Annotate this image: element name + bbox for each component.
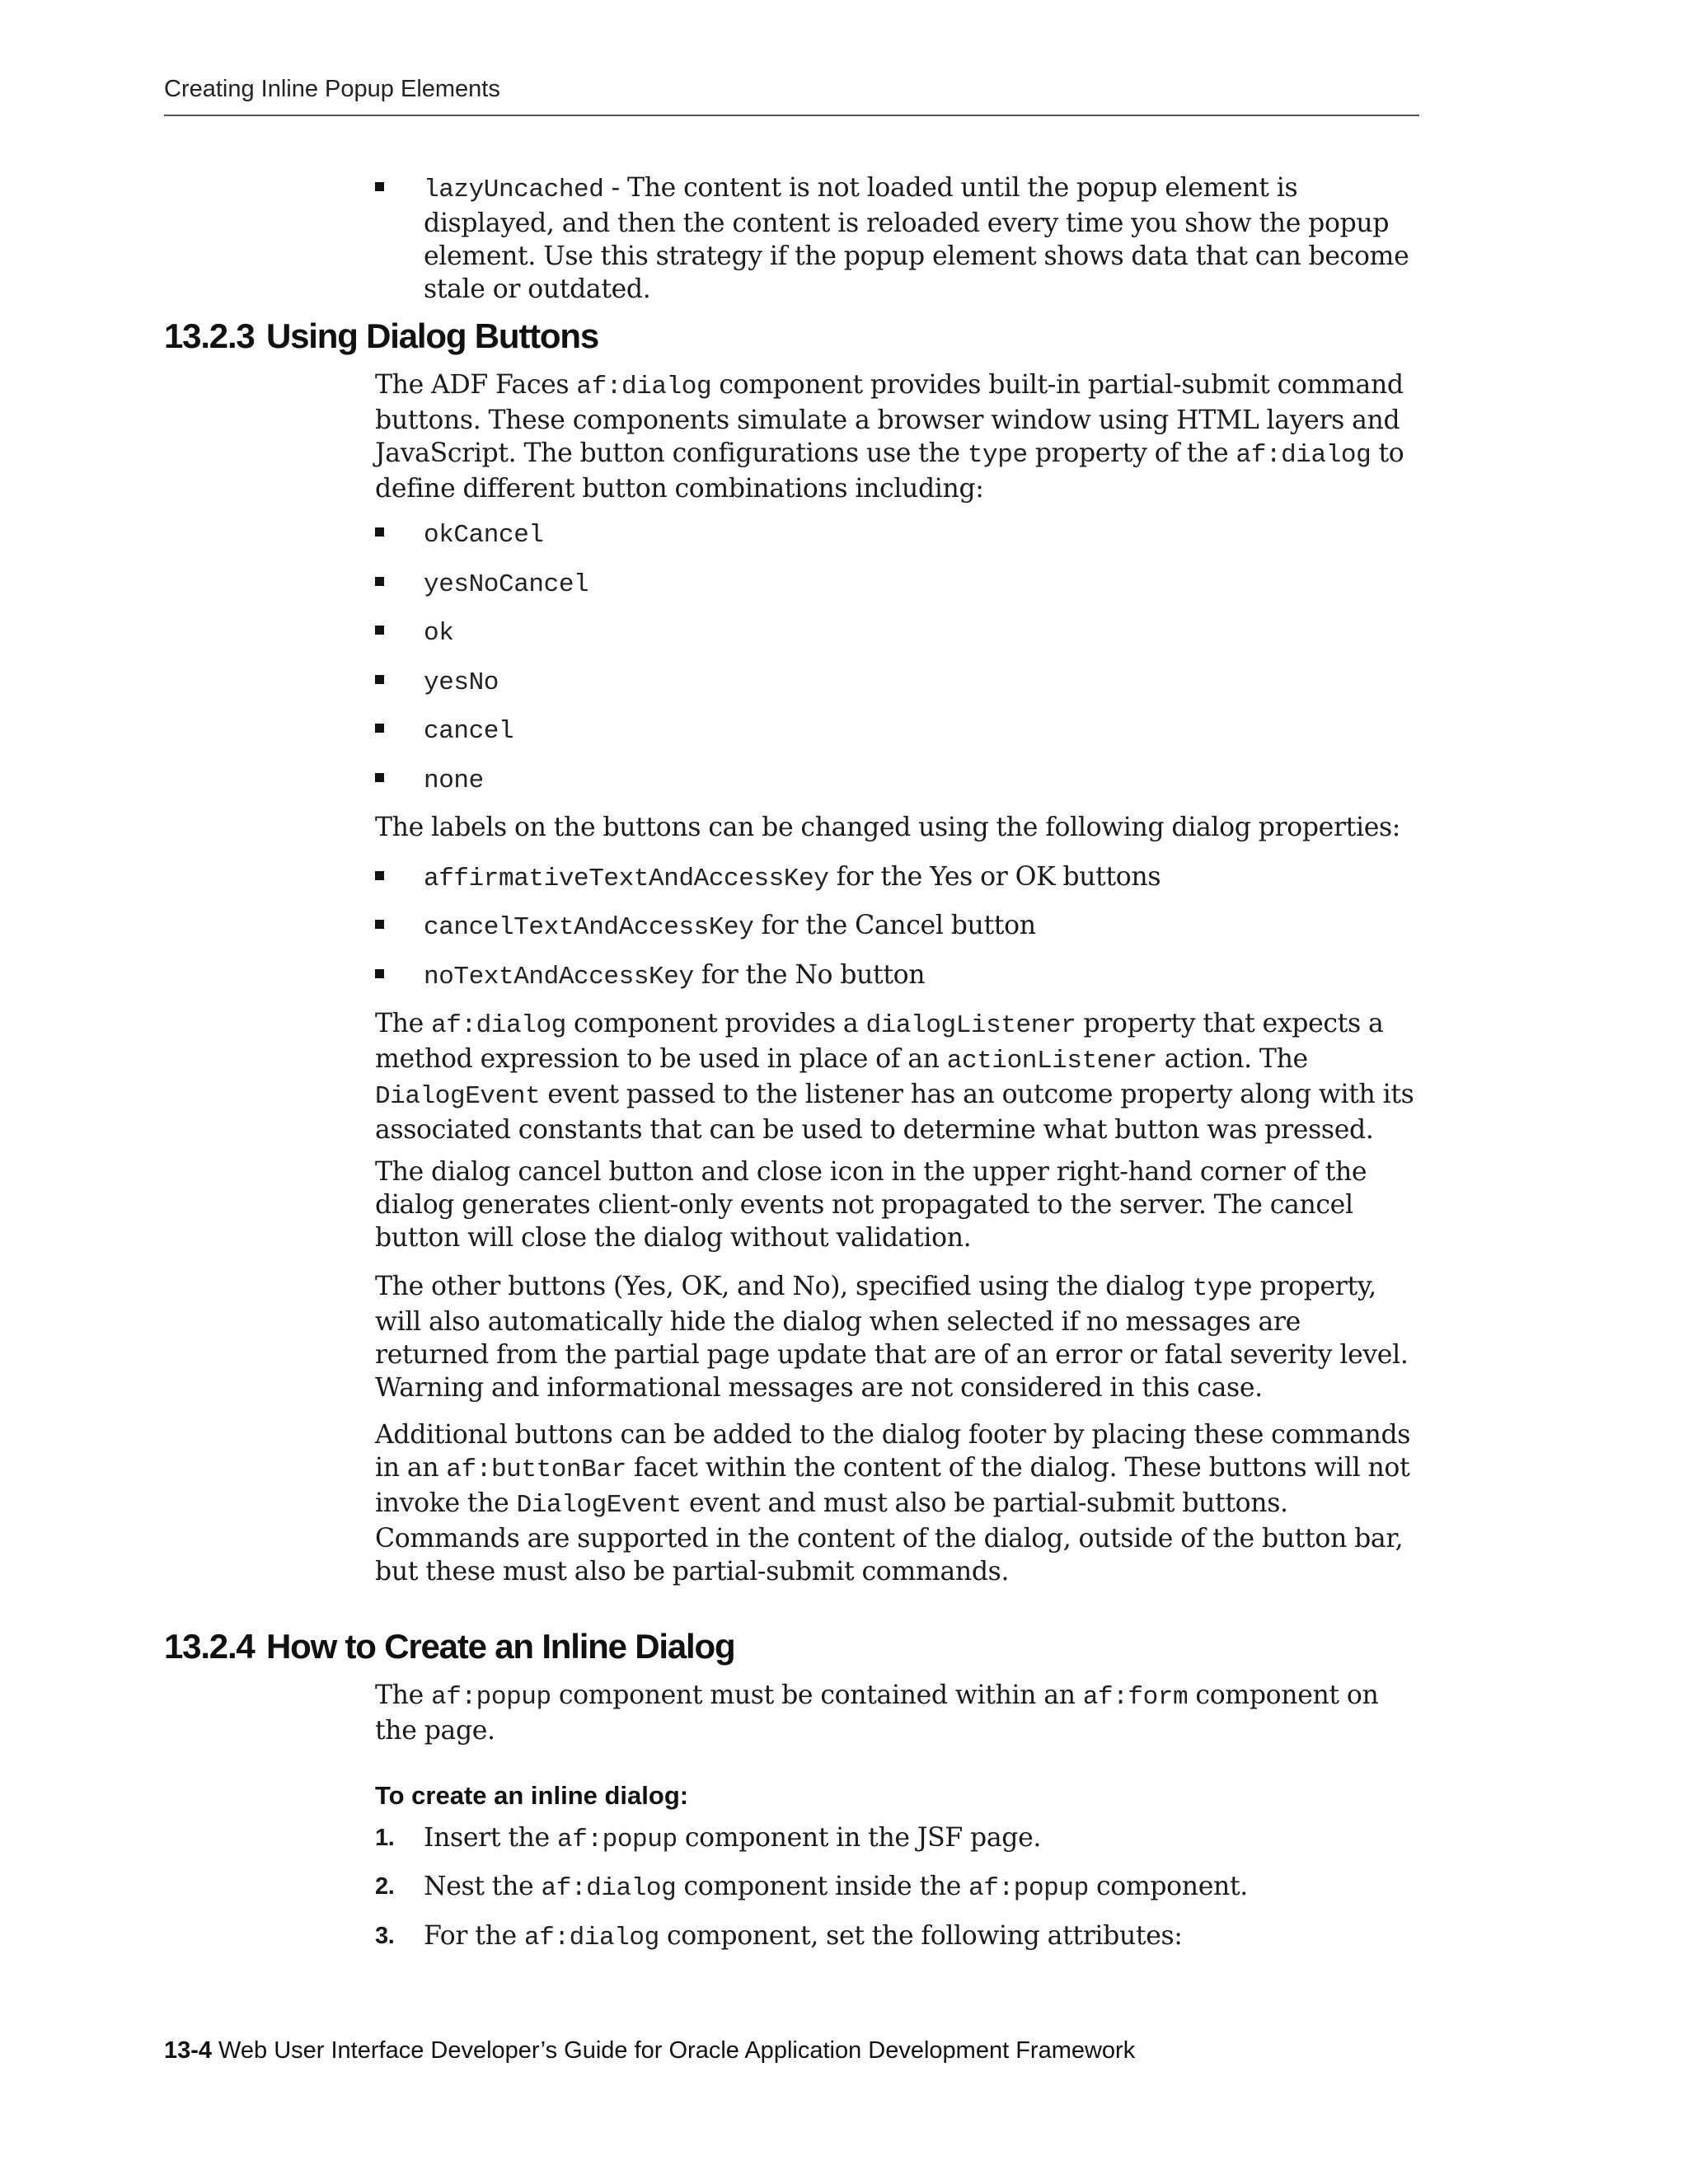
list-item-button-type: ok [375, 615, 1422, 650]
section-number: 13.2.4 [164, 1627, 255, 1666]
list-item-label-property: noTextAndAccessKey for the No button [375, 958, 1422, 994]
section-heading-13-2-4 [164, 1626, 734, 1667]
labels-intro: The labels on the buttons can be changed using the following dialog properties: [375, 813, 1401, 842]
bullet-lazy-uncached [375, 171, 1422, 306]
section-title: Using Dialog Buttons [266, 316, 598, 355]
list-item-button-type: okCancel [375, 517, 1422, 552]
procedure-step: 2. Nest the af:dialog component inside the af:popup component. [375, 1872, 1248, 1903]
additional-buttons-paragraph: Additional buttons can be added to the dialog footer by placing these commands in an af:buttonBar facet within the content of the dialog. These buttons will not invoke the DialogEvent event and must also be partial-submit buttons. Commands are supported in the content of the dialog, outside of the button bar, but these must also be partial-submit commands. [375, 1420, 1411, 1586]
list-item-button-type: yesNo [375, 664, 1422, 700]
running-header: Creating Inline Popup Elements [164, 76, 500, 102]
bullet-marker [375, 969, 384, 978]
list-item-label-property: cancelTextAndAccessKey for the Cancel button [375, 909, 1422, 944]
step-number: 3. [375, 1923, 395, 1949]
page-footer [164, 2037, 1135, 2064]
step-number: 1. [375, 1825, 395, 1851]
section-2-intro: The af:popup component must be contained within an af:form component on the page. [375, 1680, 1379, 1746]
bullet-marker [375, 527, 384, 537]
step-number: 2. [375, 1873, 395, 1900]
section-title: How to Create an Inline Dialog [266, 1627, 735, 1666]
bullet-marker [375, 626, 384, 635]
list-item-button-type: none [375, 762, 1422, 798]
bullet-marker [375, 871, 384, 880]
bullet-marker [375, 182, 384, 191]
procedure-step: 1. Insert the af:popup component in the JSF page. [375, 1823, 1042, 1854]
list-item-button-type: yesNoCancel [375, 566, 1422, 602]
other-buttons-paragraph: The other buttons (Yes, OK, and No), specified using the dialog type property, will also automatically hide the dialog when selected if no messages are returned from the partial page update that are of an error or fatal severity level. Warning and informational messages are not considered in this case. [375, 1272, 1409, 1403]
code-term: lazyUncached [424, 176, 604, 204]
section-1-intro: The ADF Faces af:dialog component provides built-in partial-submit command buttons. These components simulate a browser window using HTML layers and JavaScript. The button configurations use the type property of the af:dialog to define different button combinations including: [375, 370, 1404, 504]
section-heading-13-2-3 [164, 316, 598, 357]
procedure-title: To create an inline dialog: [375, 1781, 689, 1810]
procedure-step: 3. For the af:dialog component, set the following attributes: [375, 1921, 1183, 1952]
bullet-text: lazyUncached - The content is not loaded until the popup element is displayed, and then the content is reloaded every time you show the popup element. Use this strategy if the popup element shows data that can become stale or outdated. [424, 173, 1409, 304]
list-item-button-type: cancel [375, 713, 1422, 748]
cancel-button-paragraph: The dialog cancel button and close icon in the upper right-hand corner of the dialog generates client-only events not propagated to the server. The cancel button will close the dialog without validation. [375, 1157, 1367, 1253]
dialog-listener-paragraph: The af:dialog component provides a dialogListener property that expects a method expression to be used in place of an actionListener action. The DialogEvent event passed to the listener has an outcome property along with its associated constants that can be used to determine what button was pressed. [375, 1009, 1414, 1145]
header-rule [164, 115, 1419, 116]
page-number: 13-4 [164, 2037, 213, 2064]
book-title: Web User Interface Developer’s Guide for Oracle Application Development Framework [218, 2037, 1136, 2064]
bullet-marker [375, 577, 384, 586]
bullet-marker [375, 675, 384, 684]
section-number: 13.2.3 [164, 316, 255, 355]
bullet-marker [375, 724, 384, 733]
bullet-marker [375, 920, 384, 929]
bullet-marker [375, 773, 384, 782]
list-item-label-property: affirmativeTextAndAccessKey for the Yes or OK buttons [375, 860, 1422, 896]
